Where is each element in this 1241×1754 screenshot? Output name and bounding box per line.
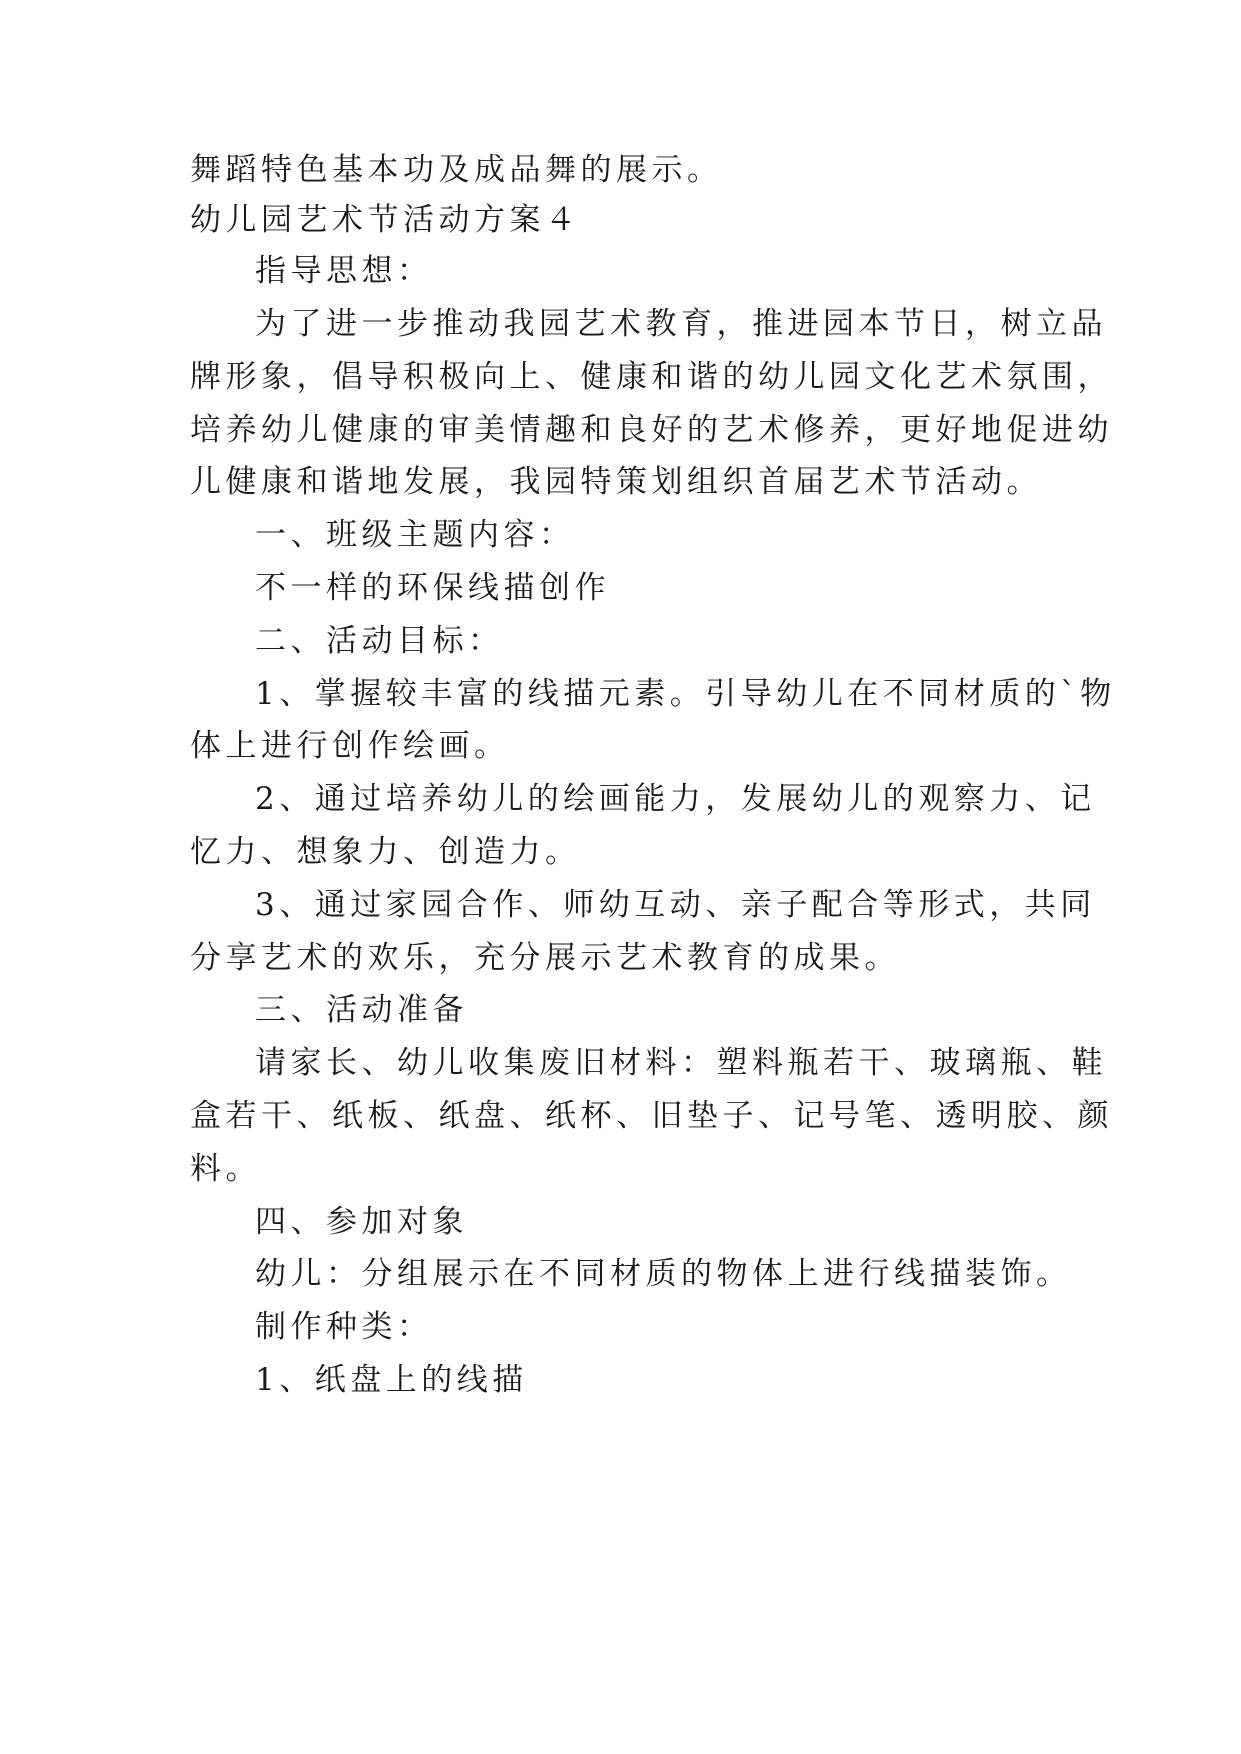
paragraph-line: 忆力、想象力、创造力。: [190, 834, 581, 870]
paragraph-line: 2、通过培养幼儿的绘画能力，发展幼儿的观察力、记: [255, 781, 1096, 817]
paragraph-line: 体上进行创作绘画。: [190, 728, 510, 764]
heading-activity-goals: 二、活动目标：: [255, 623, 504, 659]
heading-class-theme: 一、班级主题内容：: [255, 517, 575, 553]
paragraph-line: 幼儿：分组展示在不同材质的物体上进行线描装饰。: [255, 1256, 1072, 1292]
text-line-continuation: 舞蹈特色基本功及成品舞的展示。: [190, 152, 723, 188]
paragraph-line: 料。: [190, 1151, 261, 1187]
paragraph-line: 培养幼儿健康的审美情趣和良好的艺术修养，更好地促进幼: [190, 412, 1113, 448]
paragraph-line: 牌形象，倡导积极向上、健康和谐的幼儿园文化艺术氛围，: [190, 359, 1113, 395]
paragraph-line: 儿健康和谐地发展，我园特策划组织首届艺术节活动。: [190, 464, 1042, 500]
paragraph-line: 1、掌握较丰富的线描元素。引导幼儿在不同材质的`物: [255, 676, 1116, 712]
paragraph-line: 1、纸盘上的线描: [255, 1362, 528, 1398]
paragraph-line: 请家长、幼儿收集废旧材料：塑料瓶若干、玻璃瓶、鞋: [255, 1045, 1107, 1081]
heading-production-types: 制作种类：: [255, 1309, 433, 1345]
paragraph-line: 3、通过家园合作、师幼互动、亲子配合等形式，共同: [255, 887, 1096, 923]
paragraph-line: 不一样的环保线描创作: [255, 570, 610, 606]
heading-participants: 四、参加对象: [255, 1204, 468, 1240]
text-heading-guiding-idea: 指导思想：: [255, 253, 433, 289]
section-title: 幼儿园艺术节活动方案４: [190, 202, 581, 238]
heading-activity-prep: 三、活动准备: [255, 992, 468, 1028]
paragraph-line: 分享艺术的欢乐，充分展示艺术教育的成果。: [190, 940, 900, 976]
paragraph-line: 盒若干、纸板、纸盘、纸杯、旧垫子、记号笔、透明胶、颜: [190, 1098, 1113, 1134]
paragraph-line: 为了进一步推动我园艺术教育，推进园本节日，树立品: [255, 306, 1107, 342]
